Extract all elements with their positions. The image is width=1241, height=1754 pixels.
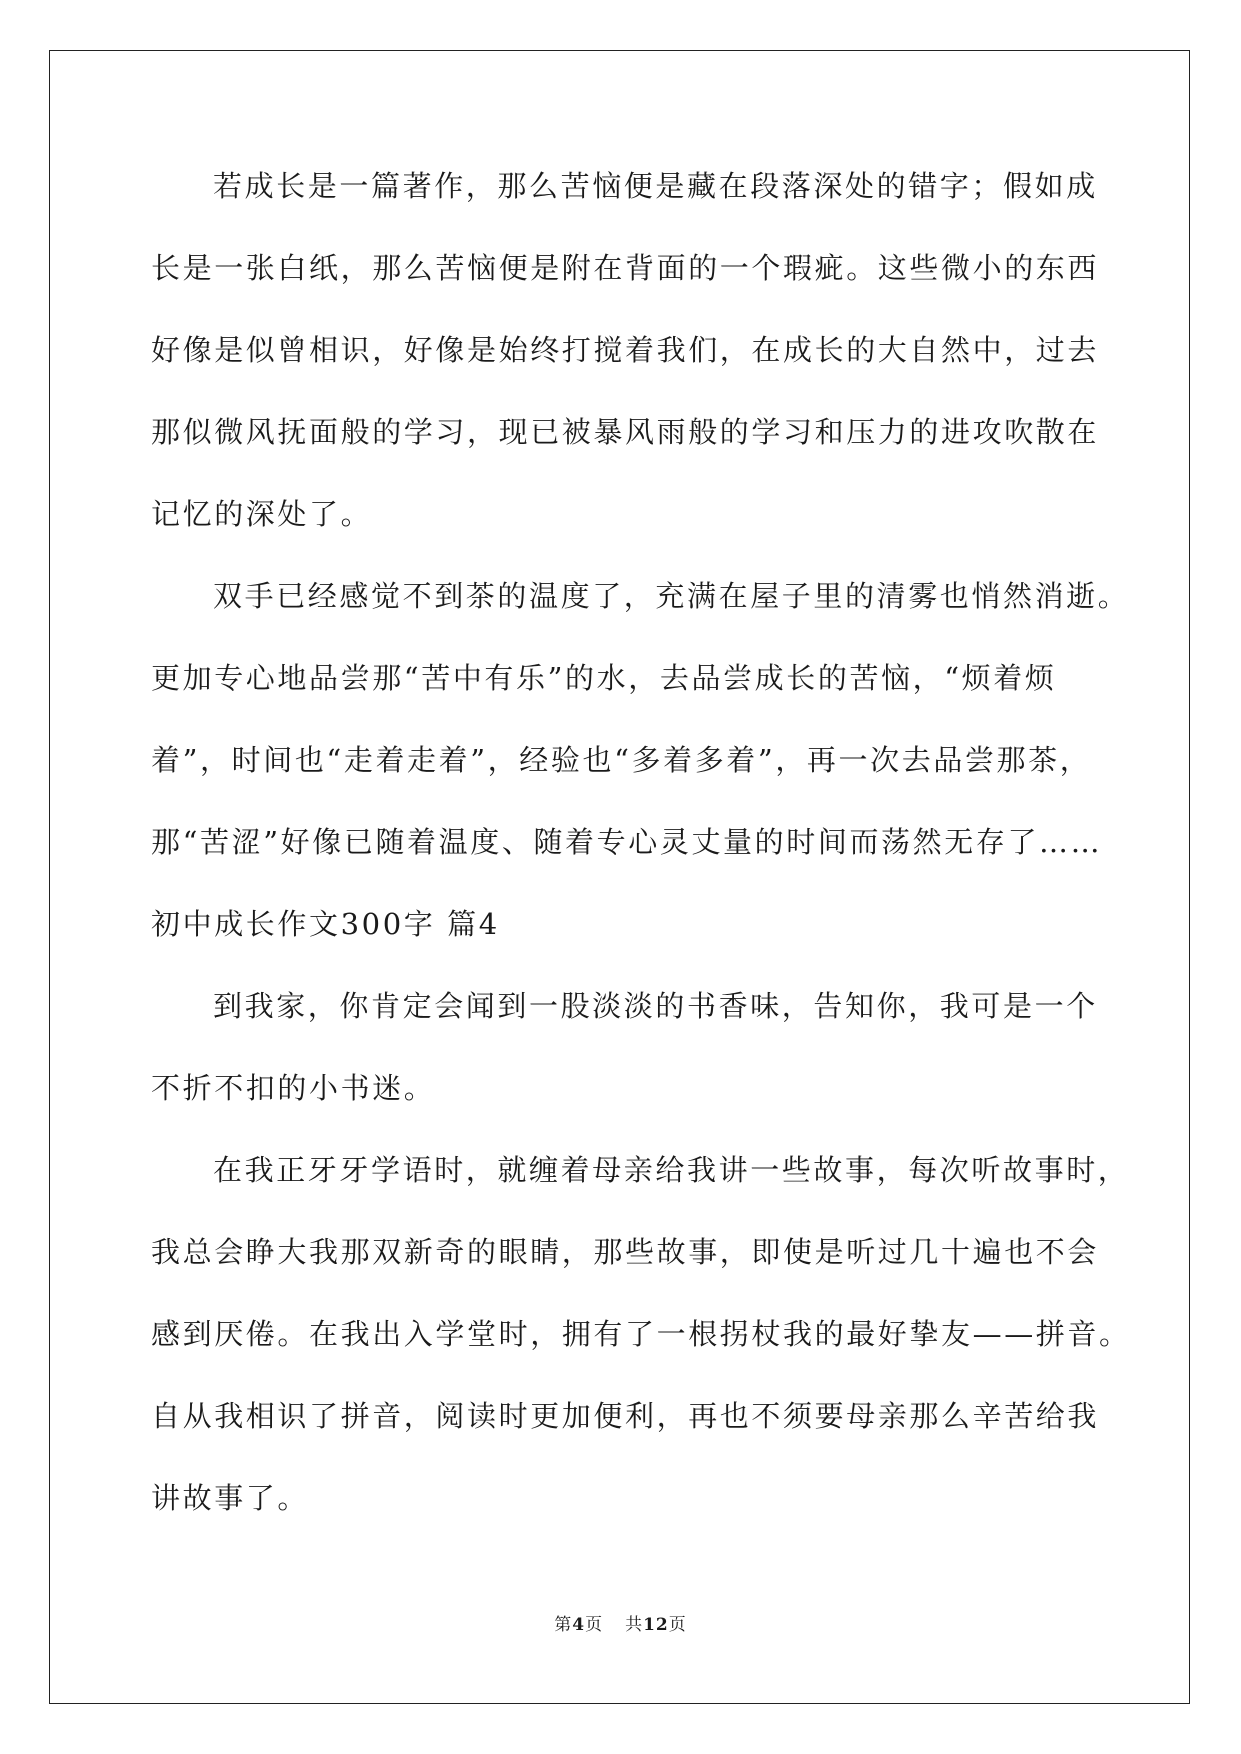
paragraph-line: 双手已经感觉不到茶的温度了，充满在屋子里的清雾也悄然消逝。: [213, 579, 1130, 613]
total-prefix: 共: [625, 1615, 644, 1635]
section-heading: 初中成长作文300字 篇4: [151, 907, 500, 941]
paragraph-line: 自从我相识了拼音，阅读时更加便利，再也不须要母亲那么辛苦给我: [151, 1399, 1100, 1433]
document-body: [151, 160, 1131, 1554]
total-pages: 12: [643, 1615, 669, 1635]
paragraph-line: 不折不扣的小书迷。: [151, 1071, 436, 1105]
paragraph-line: 长是一张白纸，那么苦恼便是附在背面的一个瑕疵。这些微小的东西: [151, 251, 1100, 285]
page-prefix: 第: [554, 1615, 573, 1635]
paragraph-line: 那似微风抚面般的学习，现已被暴风雨般的学习和压力的进攻吹散在: [151, 415, 1100, 449]
paragraph-line: 更加专心地品尝那“苦中有乐”的水，去品尝成长的苦恼，“烦着烦: [151, 661, 1057, 695]
page-footer: [0, 1610, 1241, 1635]
paragraph-line: 记忆的深处了。: [151, 497, 373, 531]
paragraph-line: 好像是似曾相识，好像是始终打搅着我们，在成长的大自然中，过去: [151, 333, 1100, 367]
paragraph-line: 在我正牙牙学语时，就缠着母亲给我讲一些故事，每次听故事时，: [213, 1153, 1130, 1187]
paragraph-line: 那“苦涩”好像已随着温度、随着专心灵丈量的时间而荡然无存了……: [151, 825, 1103, 859]
total-suffix: 页: [668, 1615, 687, 1635]
page-number: 4: [572, 1615, 586, 1635]
page-suffix: 页: [585, 1615, 604, 1635]
paragraph-line: 感到厌倦。在我出入学堂时，拥有了一根拐杖我的最好挚友——拼音。: [151, 1317, 1131, 1351]
paragraph-line: 到我家，你肯定会闻到一股淡淡的书香味，告知你，我可是一个: [213, 989, 1098, 1023]
paragraph-line: 讲故事了。: [151, 1481, 310, 1515]
paragraph-line: 若成长是一篇著作，那么苦恼便是藏在段落深处的错字；假如成: [213, 169, 1098, 203]
paragraph-line: 我总会睁大我那双新奇的眼睛，那些故事，即使是听过几十遍也不会: [151, 1235, 1100, 1269]
paragraph-line: 着”，时间也“走着走着”，经验也“多着多着”，再一次去品尝那茶，: [151, 743, 1092, 777]
